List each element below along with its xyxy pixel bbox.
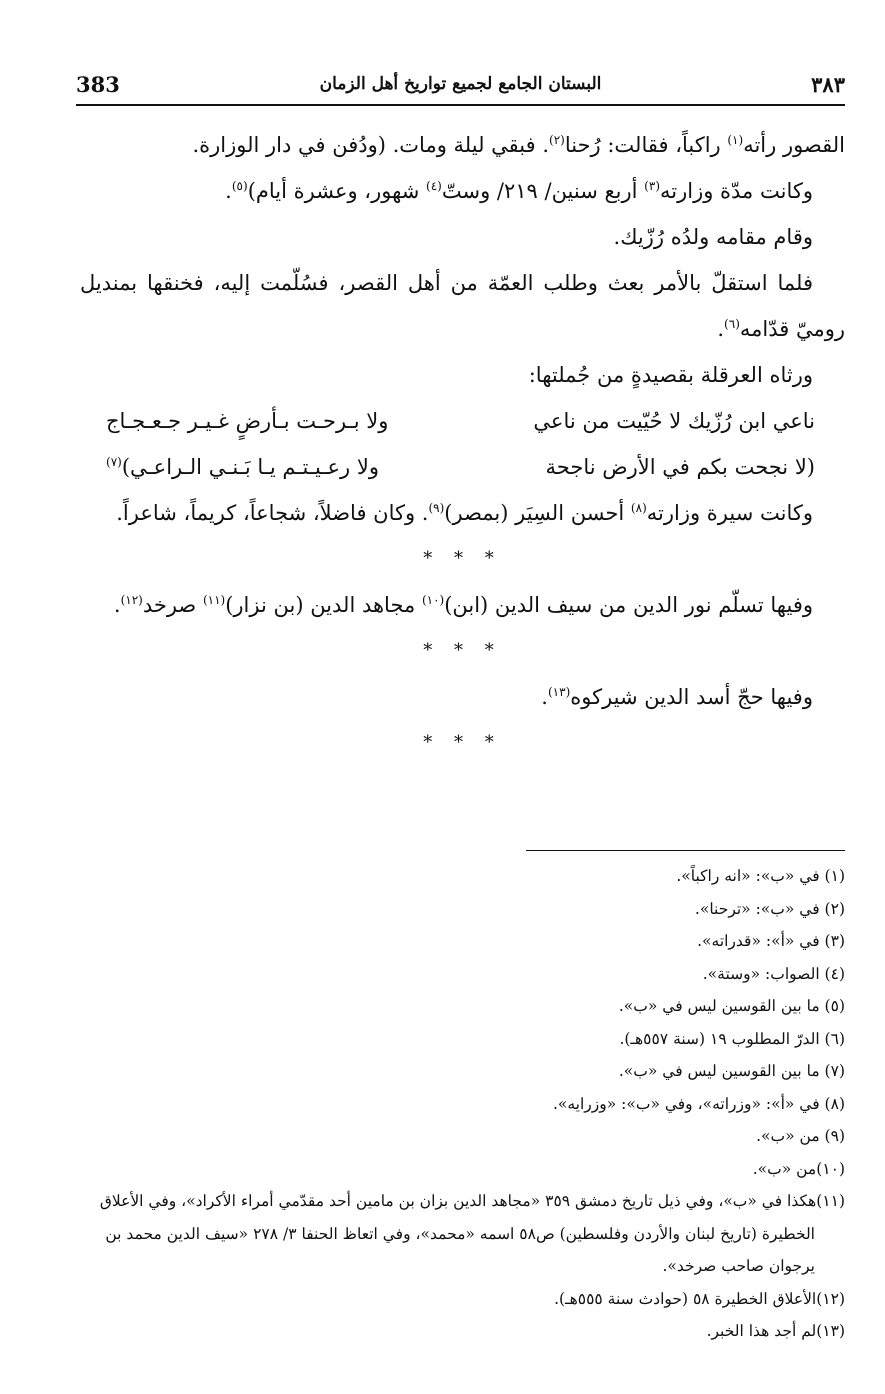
verse-line-2 [80, 444, 845, 490]
main-text [80, 122, 845, 766]
footnote: (١١)هكذا في «ب»، وفي ذيل تاريخ دمشق ٣٥٩ «مجاهد الدين بزان بن مامين أحد مقدّمي أمراء الأكراد»، وفي الأعلاق الخطيرة (تاريخ لبنان والأردن وفلسطين) ص٥٨ اسمه «محمد»، وفي اتعاظ الحنفا ٣/ ٢٧٨ «سيف الدين محمد بن يرجوان صاحب صرخد». [99, 1192, 845, 1275]
section-separator: * * * [423, 548, 502, 569]
paragraph-6: وكانت سيرة وزارته$^{(٨)}$ أحسن السِيَر (بمصر)$^{(٩)}$. وكان فاضلاً، شجاعاً، كريماً، شاعراً. [116, 501, 813, 525]
footnote: (١٢)الأعلاق الخطيرة ٥٨ (حوادث سنة ٥٥٥هـ). [554, 1289, 845, 1308]
verse-2-second-hemistich: ولا رعـيـتـم يـا بَـنـي الـراعـي)$^{(٧)}$ [106, 455, 379, 479]
paragraph-8: وفيها حجّ أسد الدين شيركوه$^{(١٣)}$. [541, 685, 813, 709]
footnote: (٩) من «ب». [756, 1127, 845, 1145]
paragraph-3: وقام مقامه ولدُه رُزّيك. [613, 225, 813, 249]
footnote: (١٣)لم أجد هذا الخبر. [706, 1322, 845, 1340]
footnote: (٦) الدرّ المطلوب ١٩ (سنة ٥٥٧هـ). [619, 1029, 845, 1048]
paragraph-4: فلما استقلّ بالأمر بعث وطلب العمّة من أهل القصر، فسُلّمت إليه، فخنقها بمنديل روميّ قدّامه$^{(٦)}$. [80, 271, 845, 341]
verse-2-first-hemistich: (لا نجحت بكم في الأرض ناجحة [545, 455, 815, 479]
footnote: (٤) الصواب: «وستة». [702, 964, 845, 983]
footnote: (١٠)من «ب». [752, 1159, 845, 1178]
verse-1-first-hemistich: ناعي ابن رُزّيك لا حُيّيت من ناعي [533, 409, 815, 433]
footnote-rule [526, 850, 845, 851]
footnote: (٥) ما بين القوسين ليس في «ب». [618, 997, 845, 1015]
footnote: (١) في «ب»: «انه راكباً». [676, 867, 845, 885]
paragraph-2: وكانت مدّة وزارته$^{(٣)}$ أربع سنين/ ٢١٩/ وستّ$^{(٤)}$ شهور، وعشرة أيام)$^{(٥)}$. [225, 179, 813, 203]
section-separator: * * * [423, 732, 502, 753]
verse-1-second-hemistich: ولا بـرحـت بـأرضٍ غـيـر جـعـجـاج [106, 409, 389, 433]
running-title: البستان الجامع لجميع تواريخ أهل الزمان [319, 74, 602, 94]
footnote: (٢) في «ب»: «ترحنا». [694, 899, 845, 918]
paragraph-5: ورثاه العرقلة بقصيدةٍ من جُملتها: [528, 363, 813, 387]
footnote: (٣) في «أ»: «قدراته». [697, 932, 845, 950]
page-number-arabic: ٣٨٣ [811, 72, 845, 97]
footnote: (٨) في «أ»: «وزراته»، وفي «ب»: «وزرايه». [552, 1094, 845, 1113]
paragraph-1: القصور رأته$^{(١)}$ راكباً، فقالت: رُحنا$^{(٢)}$. فبقي ليلة ومات. (ودُفن في دار الوزارة. [192, 133, 845, 157]
page-number-latin: 383 [76, 72, 120, 97]
footnotes [80, 860, 845, 1348]
paragraph-7: وفيها تسلّم نور الدين من سيف الدين (ابن)$^{(١٠)}$ مجاهد الدين (بن نزار)$^{(١١)}$ صرخد$^{(١٢)}$. [113, 593, 813, 617]
page-header [76, 68, 845, 104]
header-rule [76, 104, 845, 106]
verse-line-1 [80, 398, 845, 444]
section-separator: * * * [423, 640, 502, 661]
footnote: (٧) ما بين القوسين ليس في «ب». [618, 1062, 845, 1080]
